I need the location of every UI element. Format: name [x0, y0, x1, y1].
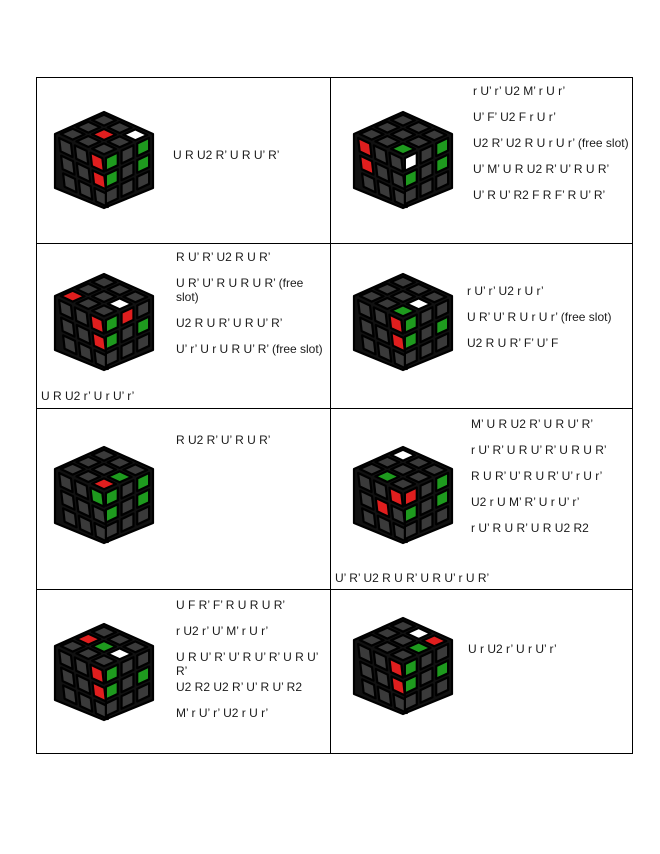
- algorithm-text: r U’ R’ U R U’ R’ U R U R’: [471, 443, 607, 457]
- cube-diagram-5: [49, 439, 159, 549]
- algorithm-text: R U’ R’ U2 R U R’: [176, 250, 271, 264]
- algorithm-text: U r U2 r’ U r U’ r’: [468, 642, 557, 656]
- algorithm-text: r U2 r’ U’ M’ r U r’: [176, 624, 269, 638]
- algorithm-text: U’ r’ U r U R U’ R’ (free slot): [176, 342, 323, 356]
- cube-diagram-2: [348, 104, 458, 214]
- cube-diagram-6: [348, 439, 458, 549]
- algorithm-text: U R U’ R’ U’ R U’ R’ U R U’ R’: [176, 650, 318, 678]
- case-cell-4: [331, 244, 632, 408]
- cube-diagram-3: [49, 266, 159, 376]
- algorithm-text: U2 R2 U2 R’ U’ R U’ R2: [176, 680, 303, 694]
- algorithm-text: U2 R U R’ F’ U’ F: [467, 336, 559, 350]
- algorithm-text: U R’ U’ R U R U R’ (free slot): [176, 276, 304, 304]
- algorithm-text: U R U2 R’ U R U’ R’: [173, 148, 280, 162]
- algorithm-text: r U’ r’ U2 M’ r U r’: [473, 84, 566, 98]
- algorithm-text: R U2 R’ U’ R U R’: [176, 433, 271, 447]
- algorithm-footer: U R U2 r’ U r U’ r’: [41, 389, 135, 403]
- algorithm-sheet: [36, 77, 633, 754]
- case-cell-5: [37, 409, 330, 589]
- algorithm-text: U2 R’ U2 R U r U r’ (free slot): [473, 136, 629, 150]
- algorithm-text: r U’ r’ U2 r U r’: [467, 284, 544, 298]
- algorithm-text: M’ r U’ r’ U2 r U r’: [176, 706, 269, 720]
- algorithm-text: U R’ U’ R U r U r’ (free slot): [467, 310, 612, 324]
- case-cell-8: [331, 590, 632, 753]
- case-cell-1: [37, 78, 330, 243]
- algorithm-text: U F R’ F’ R U R U R’: [176, 598, 286, 612]
- algorithm-text: M’ U R U2 R’ U R U’ R’: [471, 417, 593, 431]
- case-cell-3: [37, 244, 330, 408]
- algorithm-text: U’ F’ U2 F r U r’: [473, 110, 556, 124]
- case-cell-6: [331, 409, 632, 589]
- cube-diagram-1: [49, 104, 159, 214]
- algorithm-text: R U R’ U’ R U R’ U’ r U r’: [471, 469, 603, 483]
- cube-diagram-8: [348, 610, 458, 720]
- cube-diagram-7: [49, 616, 159, 726]
- algorithm-text: U2 r U M’ R’ U r U’ r’: [471, 495, 580, 509]
- algorithm-text: U2 R U R’ U R U’ R’: [176, 316, 283, 330]
- algorithm-text: U’ M’ U R U2 R’ U’ R U R’: [473, 162, 610, 176]
- case-cell-7: [37, 590, 330, 753]
- case-cell-2: [331, 78, 632, 243]
- algorithm-footer: U’ R’ U2 R U R’ U R U’ r U R’: [335, 571, 490, 585]
- cube-diagram-4: [348, 266, 458, 376]
- algorithm-text: U’ R U’ R2 F R F’ R U’ R’: [473, 188, 606, 202]
- algorithm-text: r U’ R U R’ U R U2 R2: [471, 521, 589, 535]
